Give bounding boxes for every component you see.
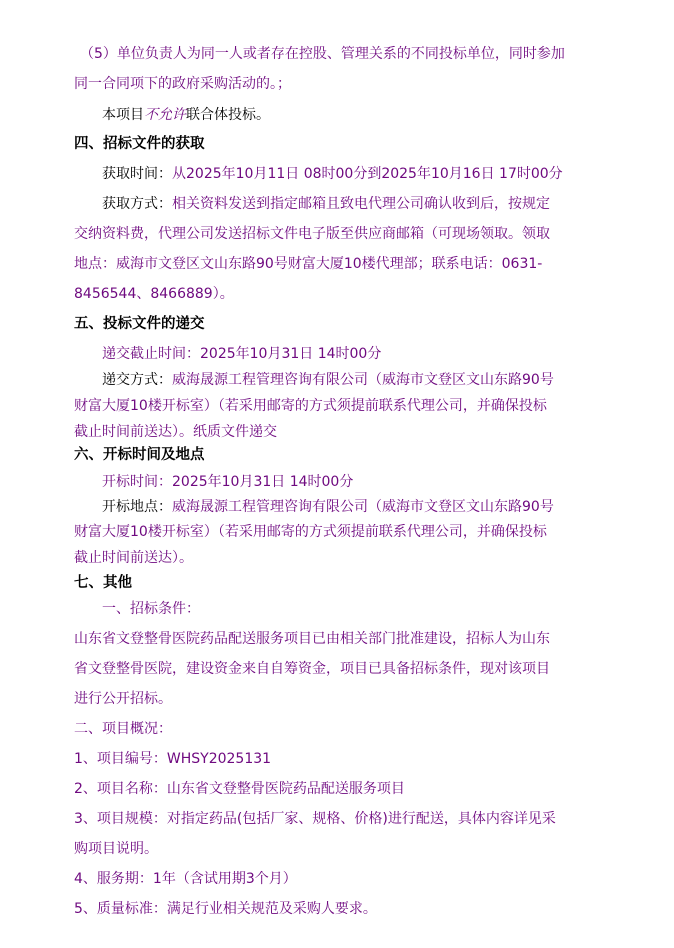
text-line — [102, 105, 270, 125]
text-line: 财富大厦10楼开标室）（若采用邮寄的方式须提前联系代理公司，并确保投标 — [74, 524, 547, 540]
text-line: 同一合同项下的政府采购活动的。； — [74, 76, 291, 92]
text-span: 联合体投标。 — [186, 107, 270, 123]
text-line — [102, 164, 563, 184]
text-line: 进行公开招标。 — [74, 691, 172, 707]
text-line: 8456544、8466889）。 — [74, 286, 234, 302]
text-line: 地点：威海市文登区文山东路90号财富大厦10楼代理部；联系电话：0631- — [74, 256, 543, 272]
text-line: 4、服务期：1年（含试用期3个月） — [74, 871, 297, 887]
text-line — [102, 194, 550, 214]
field-label: 获取方式： — [102, 196, 172, 212]
text-line: 1、项目编号：WHSY2025131 — [74, 751, 272, 767]
field-value: 威海晟源工程管理咨询有限公司（威海市文登区文山东路90号 — [172, 499, 554, 515]
text-line: 山东省文登整骨医院药品配送服务项目已由相关部门批准建设，招标人为山东 — [74, 631, 550, 647]
field-label: 开标地点： — [102, 499, 172, 515]
text-span: 本项目 — [102, 107, 144, 123]
text-line: 财富大厦10楼开标室）（若采用邮寄的方式须提前联系代理公司，并确保投标 — [74, 398, 547, 414]
text-line: 3、项目规模：对指定药品(包括厂家、规格、价格)进行配送，具体内容详见采 — [74, 811, 556, 827]
text-line: 截止时间前送达）。纸质文件递交 — [74, 424, 277, 440]
section-heading: 六、开标时间及地点 — [74, 447, 205, 463]
field-value: 从2025年10月11日 08时00分到2025年10月16日 17时00分 — [172, 166, 563, 182]
text-line — [102, 497, 554, 517]
section-heading: 四、招标文件的获取 — [74, 136, 205, 152]
text-line: （5）单位负责人为同一人或者存在控股、管理关系的不同投标单位，同时参加 — [80, 46, 565, 62]
text-line: 交纳资料费，代理公司发送招标文件电子版至供应商邮箱（可现场领取。领取 — [74, 226, 550, 242]
section-heading: 七、其他 — [74, 575, 132, 591]
field-label: 获取时间： — [102, 166, 172, 182]
field-value: 威海晟源工程管理咨询有限公司（威海市文登区文山东路90号 — [172, 372, 554, 388]
field-value: 相关资料发送到指定邮箱且致电代理公司确认收到后，按规定 — [172, 196, 550, 212]
text-line: 一、招标条件： — [102, 601, 200, 617]
section-heading: 五、投标文件的递交 — [74, 316, 205, 332]
text-line: 2、项目名称：山东省文登整骨医院药品配送服务项目 — [74, 781, 405, 797]
text-line: 5、质量标准：满足行业相关规范及采购人要求。 — [74, 901, 377, 917]
text-line: 省文登整骨医院，建设资金来自自筹资金，项目已具备招标条件，现对该项目 — [74, 661, 550, 677]
text-line: 递交截止时间：2025年10月31日 14时00分 — [102, 346, 382, 362]
field-label: 递交方式： — [102, 372, 172, 388]
text-line: 购项目说明。 — [74, 841, 158, 857]
text-line: 开标时间：2025年10月31日 14时00分 — [102, 474, 354, 490]
text-line — [102, 370, 554, 390]
emphasis-text: 不允许 — [144, 107, 186, 123]
text-line: 二、项目概况： — [74, 721, 172, 737]
text-line: 截止时间前送达）。 — [74, 550, 193, 566]
